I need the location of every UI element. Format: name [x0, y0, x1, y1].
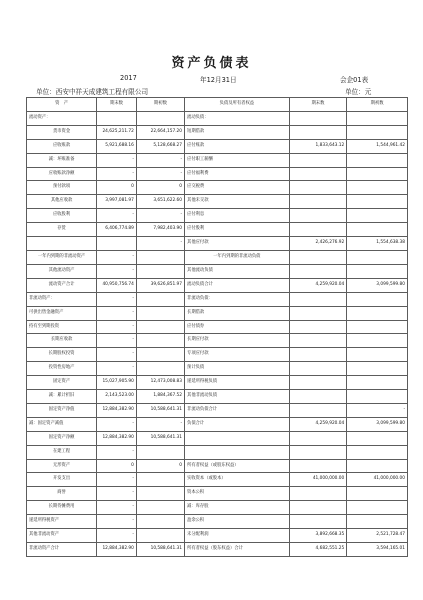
liability-begin-value: [347, 459, 408, 473]
asset-item: 存货: [27, 223, 97, 237]
asset-end-value: -: [97, 348, 137, 362]
liability-end-value: [289, 195, 347, 209]
liability-begin-value: [347, 362, 408, 376]
asset-begin-value: 1,884,367.52: [136, 390, 184, 404]
asset-item: 在建工程: [27, 445, 97, 459]
liability-item: 流动负债合计: [185, 278, 290, 292]
liability-item: 资本公积: [185, 487, 290, 501]
asset-item: 一年内到期的非流动资产: [27, 250, 97, 264]
table-row: [27, 292, 408, 306]
liability-begin-value: 3,099,599.80: [347, 278, 408, 292]
asset-end-value: 6,406,774.89: [97, 223, 137, 237]
asset-end-value: 24,625,211.72: [97, 125, 137, 139]
liability-end-value: [289, 320, 347, 334]
table-row: [27, 223, 408, 237]
asset-item: 其他应收款: [27, 195, 97, 209]
asset-begin-value: [136, 306, 184, 320]
liability-item: [185, 445, 290, 459]
asset-item: 应收股利: [27, 209, 97, 223]
liability-item: 负债合计: [185, 417, 290, 431]
liability-item: [185, 431, 290, 445]
asset-begin-value: 3,651,622.60: [136, 195, 184, 209]
asset-begin-value: [136, 320, 184, 334]
liability-begin-value: [347, 515, 408, 529]
asset-end-value: -: [97, 529, 137, 543]
asset-end-value: 40,950,756.74: [97, 278, 137, 292]
asset-begin-value: [136, 515, 184, 529]
table-row: [27, 348, 408, 362]
liability-end-value: [289, 209, 347, 223]
report-year: 2017: [120, 74, 137, 82]
table-row: [27, 543, 408, 557]
asset-end-value: -: [97, 292, 137, 306]
asset-begin-value: [136, 348, 184, 362]
liability-begin-value: [347, 181, 408, 195]
asset-end-value: 0: [97, 181, 137, 195]
asset-item: 流动资产：: [27, 111, 97, 125]
asset-begin-value: -: [136, 417, 184, 431]
liability-end-value: [289, 223, 347, 237]
liability-end-value: [289, 125, 347, 139]
liability-item: 其他应付款: [185, 237, 290, 251]
table-row: [27, 487, 408, 501]
asset-begin-value: [136, 362, 184, 376]
asset-begin-value: [136, 501, 184, 515]
liability-begin-value: 2,521,728.47: [347, 529, 408, 543]
liability-begin-value: 1,544,961.42: [347, 139, 408, 153]
asset-begin-value: 22,664,157.20: [136, 125, 184, 139]
asset-item: 减：累计折旧: [27, 390, 97, 404]
liability-begin-value: [347, 501, 408, 515]
liability-item: 其他未交款: [185, 195, 290, 209]
liability-end-value: [289, 445, 347, 459]
liability-end-value: [289, 348, 347, 362]
table-row: [27, 362, 408, 376]
asset-item: 其他流动资产: [27, 264, 97, 278]
liability-item: 流动负债：: [185, 111, 290, 125]
liability-end-value: [289, 250, 347, 264]
asset-item: 无形资产: [27, 459, 97, 473]
table-row: [27, 376, 408, 390]
balance-sheet-table: [26, 97, 408, 557]
table-row: [27, 125, 408, 139]
table-row: [27, 459, 408, 473]
liability-end-value: 4,259,920.04: [289, 417, 347, 431]
liability-item: 应付福利费: [185, 167, 290, 181]
asset-begin-value: [136, 111, 184, 125]
asset-item: 商誉: [27, 487, 97, 501]
liability-begin-value: 3,594,165.01: [347, 543, 408, 557]
header-liabilities-end: 期末数: [289, 98, 347, 112]
liability-begin-value: [347, 125, 408, 139]
asset-end-value: -: [97, 320, 137, 334]
asset-end-value: -: [97, 417, 137, 431]
liability-begin-value: [347, 320, 408, 334]
asset-item: 可供出售金融资产: [27, 306, 97, 320]
liability-begin-value: 41,000,000.00: [347, 473, 408, 487]
liability-end-value: [289, 111, 347, 125]
table-row: [27, 445, 408, 459]
asset-item: [27, 237, 97, 251]
report-date: 年12月31日: [200, 76, 237, 84]
liability-begin-value: [347, 111, 408, 125]
asset-end-value: 0: [97, 459, 137, 473]
liability-begin-value: [347, 306, 408, 320]
asset-begin-value: -: [136, 209, 184, 223]
liability-item: 应付股利: [185, 223, 290, 237]
liability-begin-value: [347, 348, 408, 362]
liability-end-value: [289, 153, 347, 167]
liability-item: 应付利息: [185, 209, 290, 223]
liability-item: 短期借款: [185, 125, 290, 139]
table-row: [27, 250, 408, 264]
balance-sheet-body: [27, 98, 408, 557]
asset-end-value: 2,143,523.00: [97, 390, 137, 404]
asset-begin-value: -: [136, 167, 184, 181]
asset-item: 非流动资产：: [27, 292, 97, 306]
table-row: [27, 278, 408, 292]
asset-item: 固定资产: [27, 376, 97, 390]
liability-item: 应交税费: [185, 181, 290, 195]
company-unit: 单位：西安中祥天成建筑工程有限公司: [36, 88, 149, 96]
liability-end-value: [289, 403, 347, 417]
currency-unit: 单位：元: [345, 88, 372, 96]
asset-end-value: 15,027,905.90: [97, 376, 137, 390]
liability-begin-value: [347, 445, 408, 459]
asset-begin-value: [136, 529, 184, 543]
asset-item: 开发支出: [27, 473, 97, 487]
liability-end-value: 1,833,643.12: [289, 139, 347, 153]
liability-end-value: 2,426,276.92: [289, 237, 347, 251]
asset-begin-value: 10,588,641.31: [136, 431, 184, 445]
liability-end-value: [289, 459, 347, 473]
table-row: [27, 139, 408, 153]
liability-item: 非流动负债：: [185, 292, 290, 306]
header-row: [27, 98, 408, 112]
table-row: [27, 320, 408, 334]
liability-begin-value: [347, 292, 408, 306]
asset-begin-value: [136, 473, 184, 487]
asset-begin-value: 0: [136, 181, 184, 195]
table-row: [27, 195, 408, 209]
liability-begin-value: [347, 376, 408, 390]
table-row: [27, 111, 408, 125]
liability-item: 未分配利润: [185, 529, 290, 543]
asset-item: 非流动资产合计: [27, 543, 97, 557]
table-row: [27, 167, 408, 181]
asset-begin-value: [136, 250, 184, 264]
liability-begin-value: [347, 153, 408, 167]
liability-begin-value: 1,554,638.38: [347, 237, 408, 251]
asset-begin-value: [136, 264, 184, 278]
header-assets: 资 产: [27, 98, 97, 112]
asset-begin-value: [136, 445, 184, 459]
header-assets-begin: 期初数: [136, 98, 184, 112]
table-row: [27, 264, 408, 278]
asset-end-value: -: [97, 306, 137, 320]
asset-begin-value: -: [136, 153, 184, 167]
liability-end-value: [289, 306, 347, 320]
asset-end-value: -: [97, 264, 137, 278]
asset-end-value: -: [97, 334, 137, 348]
asset-item: 固定资产净值: [27, 403, 97, 417]
table-row: [27, 153, 408, 167]
asset-item: 其他非流动资产: [27, 529, 97, 543]
liability-end-value: 4,259,920.04: [289, 278, 347, 292]
asset-begin-value: [136, 292, 184, 306]
asset-end-value: -: [97, 445, 137, 459]
asset-end-value: -: [97, 501, 137, 515]
table-row: [27, 334, 408, 348]
asset-item: 投资性房地产: [27, 362, 97, 376]
asset-end-value: -: [97, 362, 137, 376]
table-row: [27, 390, 408, 404]
asset-end-value: -: [97, 209, 137, 223]
asset-item: 长期待摊费用: [27, 501, 97, 515]
asset-item: 固定资产净额: [27, 431, 97, 445]
asset-end-value: 12,884,382.90: [97, 543, 137, 557]
liability-begin-value: [347, 209, 408, 223]
liability-end-value: 3,892,668.35: [289, 529, 347, 543]
liability-item: 减：库存股: [185, 501, 290, 515]
asset-end-value: 12,884,382.90: [97, 431, 137, 445]
asset-end-value: -: [97, 515, 137, 529]
liability-end-value: [289, 167, 347, 181]
asset-begin-value: -: [136, 237, 184, 251]
table-row: [27, 237, 408, 251]
form-number: 会企01表: [340, 76, 369, 84]
liability-begin-value: -: [347, 403, 408, 417]
liability-begin-value: [347, 250, 408, 264]
liability-end-value: [289, 181, 347, 195]
header-liabilities-begin: 期初数: [347, 98, 408, 112]
liability-end-value: 4,682,551.25: [289, 543, 347, 557]
asset-begin-value: 39,626,851.97: [136, 278, 184, 292]
liability-end-value: [289, 362, 347, 376]
liability-item: 递延所得税负债: [185, 376, 290, 390]
asset-begin-value: 5,128,668.27: [136, 139, 184, 153]
asset-item: 货币资金: [27, 125, 97, 139]
table-row: [27, 529, 408, 543]
liability-end-value: [289, 515, 347, 529]
table-row: [27, 181, 408, 195]
liability-end-value: [289, 431, 347, 445]
asset-item: 应收账款净额: [27, 167, 97, 181]
liability-item: 所有者权益（股东权益）合计: [185, 543, 290, 557]
asset-begin-value: 0: [136, 459, 184, 473]
asset-item: 预付款项: [27, 181, 97, 195]
asset-end-value: 5,921,688.16: [97, 139, 137, 153]
asset-item: 减：坏账准备: [27, 153, 97, 167]
asset-end-value: [97, 237, 137, 251]
liability-item: 预计负债: [185, 362, 290, 376]
liability-begin-value: [347, 431, 408, 445]
liability-begin-value: [347, 195, 408, 209]
liability-item: 所有者权益（或股东权益）: [185, 459, 290, 473]
liability-begin-value: [347, 264, 408, 278]
table-row: [27, 473, 408, 487]
table-row: [27, 501, 408, 515]
asset-item: 长期股权投资: [27, 348, 97, 362]
asset-begin-value: 10,588,641.31: [136, 403, 184, 417]
asset-begin-value: 10,588,641.31: [136, 543, 184, 557]
asset-end-value: 12,884,382.90: [97, 403, 137, 417]
liability-end-value: [289, 376, 347, 390]
liability-end-value: [289, 390, 347, 404]
liability-begin-value: 3,099,599.80: [347, 417, 408, 431]
liability-item: 盈余公积: [185, 515, 290, 529]
asset-begin-value: [136, 487, 184, 501]
liability-begin-value: [347, 223, 408, 237]
asset-end-value: 3,997,081.97: [97, 195, 137, 209]
asset-end-value: -: [97, 153, 137, 167]
liability-item: 非流动负债合计: [185, 403, 290, 417]
table-row: [27, 209, 408, 223]
asset-end-value: -: [97, 167, 137, 181]
header-liabilities-equity: 负债及所有者权益: [185, 98, 290, 112]
asset-item: 流动资产合计: [27, 278, 97, 292]
liability-end-value: 41,000,000.00: [289, 473, 347, 487]
liability-item: 其他流动负债: [185, 264, 290, 278]
liability-item: 实收资本（或股本）: [185, 473, 290, 487]
liability-begin-value: [347, 487, 408, 501]
liability-begin-value: [347, 167, 408, 181]
table-row: [27, 306, 408, 320]
liability-item: 长期应付款: [185, 334, 290, 348]
asset-item: 长期应收款: [27, 334, 97, 348]
asset-item: 减：固定资产减值: [27, 417, 97, 431]
liability-item: 专项应付款: [185, 348, 290, 362]
liability-item: 应付债券: [185, 320, 290, 334]
liability-item: 应付账款: [185, 139, 290, 153]
asset-begin-value: 12,473,008.83: [136, 376, 184, 390]
asset-end-value: -: [97, 487, 137, 501]
liability-end-value: [289, 501, 347, 515]
asset-item: 递延所得税资产: [27, 515, 97, 529]
liability-begin-value: [347, 390, 408, 404]
liability-item: 长期借款: [185, 306, 290, 320]
asset-item: 持有至到期投资: [27, 320, 97, 334]
liability-end-value: [289, 264, 347, 278]
table-row: [27, 403, 408, 417]
liability-item: 应付职工薪酬: [185, 153, 290, 167]
asset-item: 应收账款: [27, 139, 97, 153]
asset-begin-value: 7,982,403.90: [136, 223, 184, 237]
asset-end-value: -: [97, 250, 137, 264]
asset-end-value: -: [97, 473, 137, 487]
table-row: [27, 431, 408, 445]
asset-begin-value: [136, 334, 184, 348]
liability-begin-value: [347, 334, 408, 348]
asset-end-value: [97, 111, 137, 125]
liability-item: 一年内到期的非流动负债: [185, 250, 290, 264]
report-title: 资产负债表: [171, 56, 252, 71]
liability-end-value: [289, 334, 347, 348]
table-row: [27, 515, 408, 529]
header-assets-end: 期末数: [97, 98, 137, 112]
liability-item: 其他非流动负债: [185, 390, 290, 404]
liability-end-value: [289, 487, 347, 501]
liability-end-value: [289, 292, 347, 306]
table-row: [27, 417, 408, 431]
